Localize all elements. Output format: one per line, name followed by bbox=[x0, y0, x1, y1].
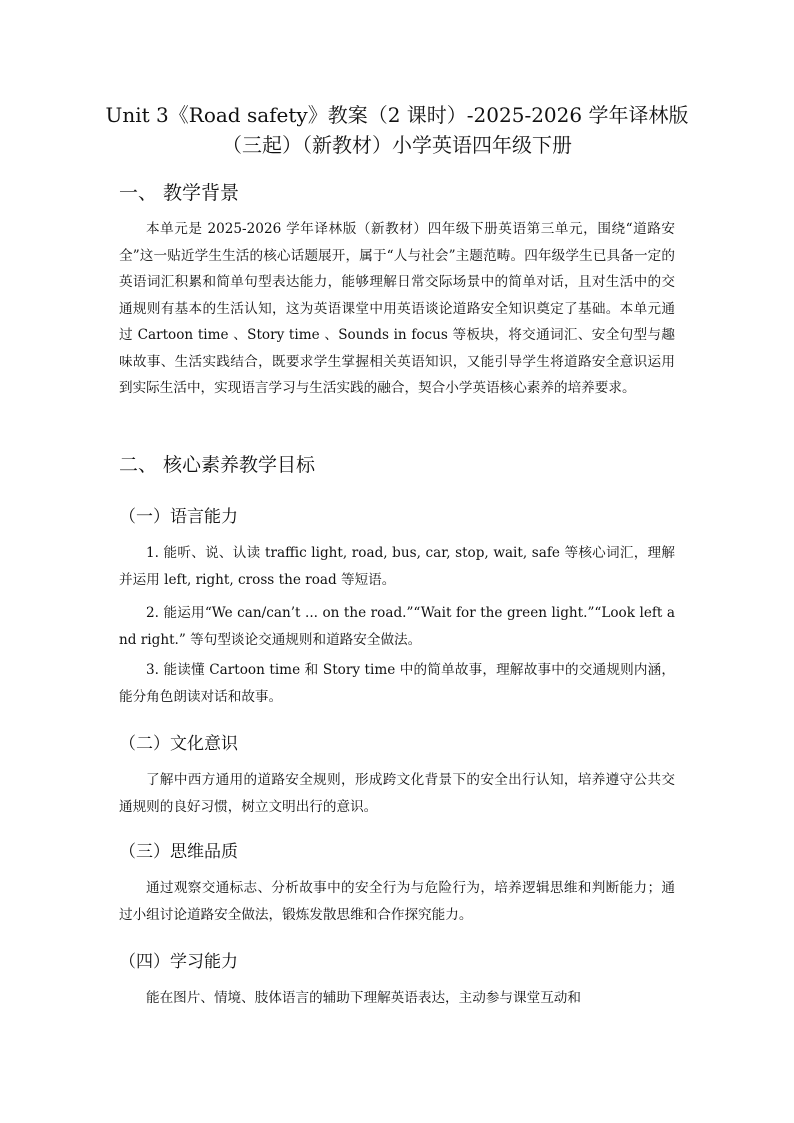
section-heading-objectives: 二、 核心素养教学目标 bbox=[119, 454, 316, 476]
objective-item-3: 3. 能读懂 Cartoon time 和 Story time 中的简单故事，理解故事中的交通规则内涵，能分角色朗读对话和故事。 bbox=[119, 662, 675, 705]
section-heading-background: 一、 教学背景 bbox=[119, 182, 240, 204]
learning-ability-paragraph: 能在图片、情境、肢体语言的辅助下理解英语表达，主动参与课堂互动和 bbox=[146, 990, 581, 1006]
objective-item-1: 1. 能听、说、认读 traffic light, road, bus, car, stop, wait, safe 等核心词汇，理解并运用 left, right, cross the road 等短语。 bbox=[119, 545, 675, 588]
subheading-language-ability: （一）语言能力 bbox=[119, 507, 238, 527]
document-title bbox=[100, 100, 694, 160]
title-line-1: Unit 3《Road safety》教案（2 课时）-2025-2026 学年译林版 bbox=[105, 103, 689, 127]
subheading-learning-ability: （四）学习能力 bbox=[119, 952, 238, 972]
subheading-thinking-quality: （三）思维品质 bbox=[119, 842, 238, 862]
background-paragraph: 本单元是 2025-2026 学年译林版（新教材）四年级下册英语第三单元，围绕“道路安全”这一贴近学生生活的核心话题展开，属于“人与社会”主题范畴。四年级学生已具备一定的英语词汇积累和简单句型表达能力，能够理解日常交际场景中的简单对话，且对生活中的交通规则有基本的生活认知，这为英语课堂中用英语谈论道路安全知识奠定了基础。本单元通过 Cartoon time 、Story time 、Sounds in focus 等板块，将交通词汇、安全句型与趣味故事、生活实践结合，既要求学生掌握相关英语知识，又能引导学生将道路安全意识运用到实际生活中，实现语言学习与生活实践的融合，契合小学英语核心素养的培养要求。 bbox=[119, 221, 675, 396]
subheading-cultural-awareness: （二）文化意识 bbox=[119, 734, 238, 754]
cultural-awareness-paragraph: 了解中西方通用的道路安全规则，形成跨文化背景下的安全出行认知，培养遵守公共交通规则的良好习惯，树立文明出行的意识。 bbox=[119, 772, 675, 815]
title-line-2: （三起）（新教材）小学英语四年级下册 bbox=[222, 133, 572, 157]
thinking-quality-paragraph: 通过观察交通标志、分析故事中的安全行为与危险行为，培养逻辑思维和判断能力；通过小组讨论道路安全做法，锻炼发散思维和合作探究能力。 bbox=[119, 880, 675, 923]
objective-item-2: 2. 能运用“We can/can’t ... on the road.”“Wait for the green light.”“Look left and right.” 等句型谈论交通规则和道路安全做法。 bbox=[119, 605, 675, 648]
